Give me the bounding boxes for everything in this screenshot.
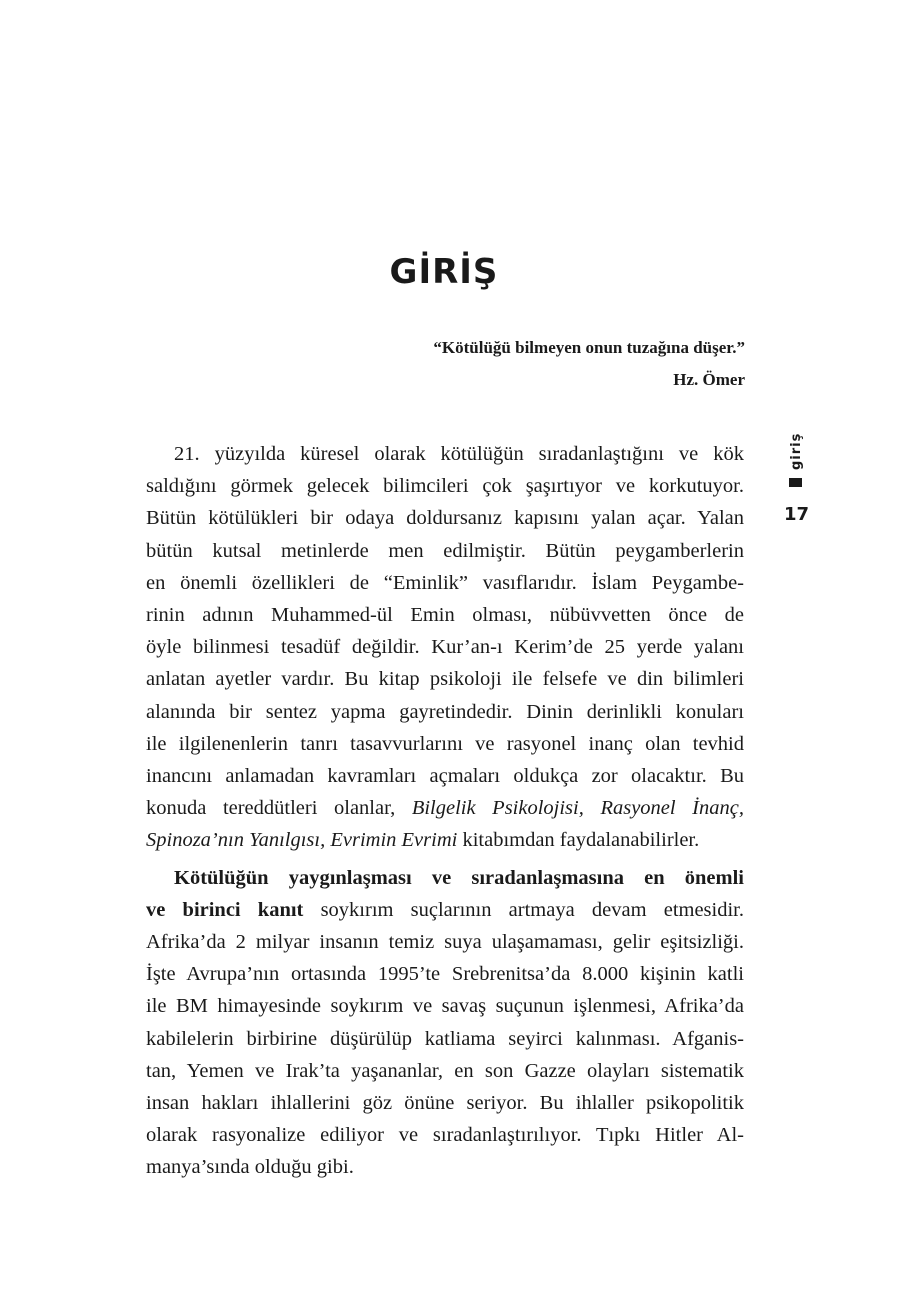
page-number: 17 <box>784 504 810 525</box>
chapter-title: GİRİŞ <box>389 252 499 292</box>
book-titles-italic: Spinoza’nın Yanılgısı, Evrimin Evrimi <box>146 829 458 852</box>
text-line: insan hakları ihlallerini göz önüne seriyor. Bu ihlaller psikopolitik <box>146 1092 744 1115</box>
text-line <box>118 824 744 856</box>
book-titles-italic: Bilgelik Psikolojisi, Rasyonel İnanç, <box>411 797 744 820</box>
text-line: saldığını görmek gelecek bilimcileri çok şaşırtıyor ve korkutuyor. <box>146 475 744 498</box>
text-line: bütün kutsal metinlerde men edilmiştir. Bütün peygamberlerin <box>146 539 744 562</box>
text-line: manya’sında olduğu gibi. <box>146 1156 354 1179</box>
text-line: anlatan ayetler vardır. Bu kitap psikoloji ile felsefe ve din bilimleri <box>146 668 744 691</box>
text-line: ile BM himayesinde soykırım ve savaş suçunun işlenmesi, Afrika’da <box>146 995 744 1018</box>
margin-bar-mark <box>789 478 802 487</box>
bold-lead-line: Kötülüğün yaygınlaşması ve sıradanlaşmasına en önemli <box>174 866 744 889</box>
text-line: tan, Yemen ve Irak’ta yaşananlar, en son Gazze olayları sistematik <box>146 1059 744 1082</box>
body-text <box>146 438 744 1184</box>
epigraph <box>340 332 745 396</box>
paragraph-2 <box>146 862 744 1184</box>
text-line: ile ilgilenenlerin tanrı tasavvurlarını ve rasyonel inanç olan tevhid <box>146 732 744 755</box>
text-line: alanında bir sentez yapma gayretindedir. Dinin derinlikli konuları <box>146 700 744 723</box>
text-fragment: konuda tereddütleri olanlar, <box>146 797 412 820</box>
bold-lead-fragment: ve birinci kanıt <box>146 898 304 921</box>
paragraph-1 <box>146 438 744 857</box>
text-line: olarak rasyonalize ediliyor ve sıradanlaştırılıyor. Tıpkı Hitler Al- <box>146 1124 744 1147</box>
text-line: inancını anlamadan kavramları açmaları oldukça zor olacaktır. Bu <box>146 765 744 788</box>
text-line <box>118 894 744 926</box>
text-line: 21. yüzyılda küresel olarak kötülüğün sıradanlaştığını ve kök <box>174 443 744 465</box>
text-line: Bütün kötülükleri bir odaya doldursanız kapısını yalan açar. Yalan <box>146 507 744 530</box>
text-line: öyle bilinmesi tesadüf değildir. Kur’an-ı Kerim’de 25 yerde yalanı <box>146 636 744 659</box>
text-line: kabilelerin birbirine düşürülüp katliama seyirci kalınması. Afganis- <box>146 1027 744 1050</box>
text-fragment: soykırım suçlarının artmaya devam etmesidir. <box>303 898 744 921</box>
text-line: İşte Avrupa’nın ortasında 1995’te Srebrenitsa’da 8.000 kişinin katli <box>146 963 744 986</box>
text-line: rinin adının Muhammed-ül Emin olması, nübüvvetten önce de <box>146 604 744 627</box>
text-line: Afrika’da 2 milyar insanın temiz suya ulaşamaması, gelir eşitsizliği. <box>146 931 744 954</box>
text-line <box>118 792 744 824</box>
text-line: en önemli özellikleri de “Eminlik” vasıflarıdır. İslam Peygambe- <box>146 571 744 594</box>
page-margin-marker <box>784 430 814 530</box>
epigraph-quote: “Kötülüğü bilmeyen onun tuzağına düşer.” <box>433 338 745 357</box>
text-fragment: kitabımdan faydalanabilirler. <box>457 829 700 852</box>
epigraph-author: Hz. Ömer <box>673 370 745 389</box>
running-section-label: giriş <box>789 432 804 470</box>
